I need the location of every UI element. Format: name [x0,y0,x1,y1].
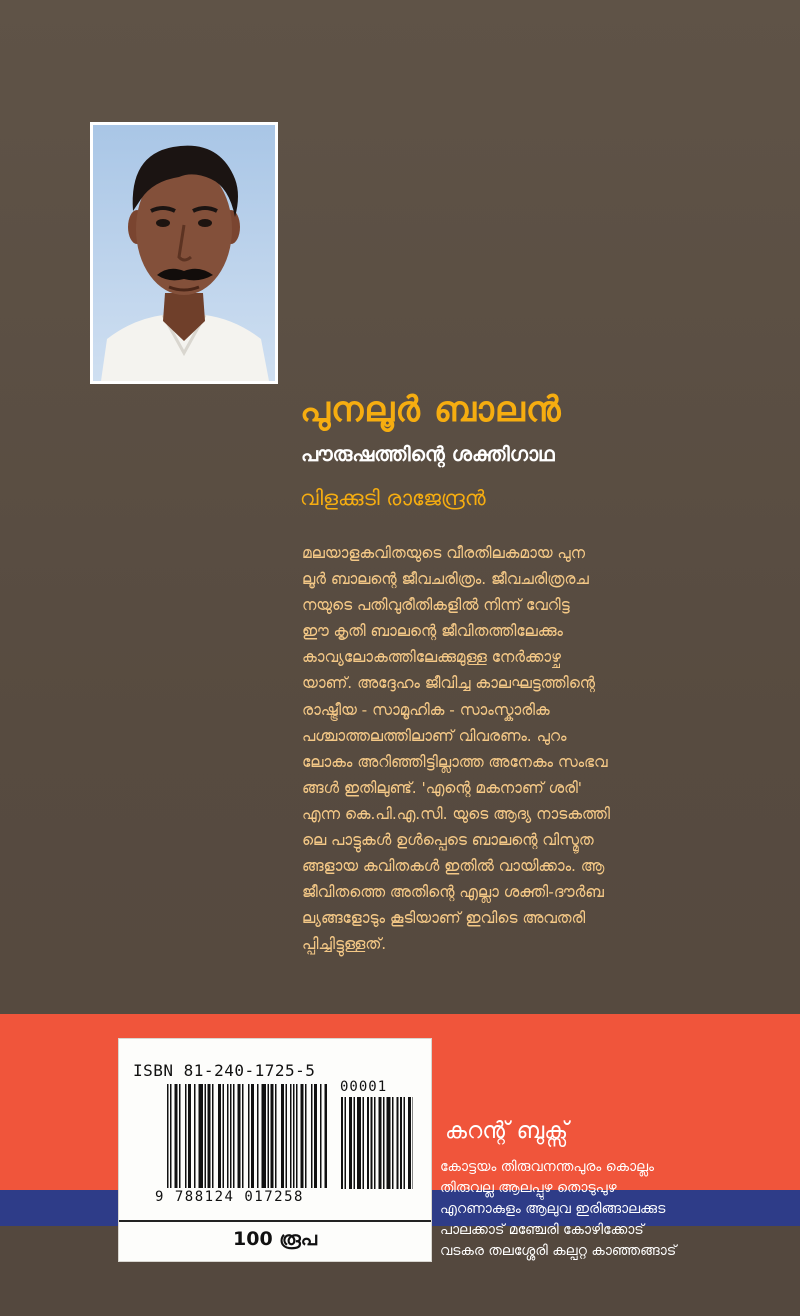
blurb-line: ലോകം അറിഞ്ഞിട്ടില്ലാത്ത അനേകം സംഭവ [302,752,608,771]
publisher-branches [440,1157,790,1262]
blurb-line: പശ്ചാത്തലത്തിലാണ് വിവരണം. പുറം [302,726,567,745]
blurb-line: എന്ന കെ.പി.എ.സി. യുടെ ആദ്യ നാടകത്തി [302,804,610,823]
barcode-bar [325,1084,328,1188]
barcode-bar [354,1097,356,1189]
barcode-bar [293,1084,295,1188]
blurb-line: മലയാളകവിതയുടെ വീരതിലകമായ പുന [302,544,585,562]
branch-line: എറണാകുളം ആലുവ ഇരിങ്ങാലക്കുട [440,1201,666,1217]
blurb-line: ലൂർ ബാലന്റെ ജീവചരിത്രം. ജീവചരിത്രരച [302,570,589,589]
branch-line: കോട്ടയം തിരുവനന്തപുരം കൊല്ലം [440,1159,654,1175]
blurb-line: പ്പിച്ചിട്ടുള്ളത്. [302,935,387,954]
blurb-line: ലെ പാട്ടുകൾ ഉൾപ്പെടെ ബാലന്റെ വിസ്മൃത [302,831,594,850]
barcode-bar [314,1084,317,1188]
blurb-line: യാണ്. അദ്ദേഹം ജീവിച്ച കാലഘട്ടത്തിന്റെ [302,674,595,693]
book-author: വിളക്കുടി രാജേന്ദ്രൻ [300,486,486,510]
author-photo [90,122,278,384]
barcode-bar [281,1084,284,1188]
barcode-bar [349,1097,352,1189]
isbn-number: ISBN 81-240-1725-5 [133,1061,316,1080]
author-portrait-image [93,125,275,381]
barcode-bar [185,1084,187,1188]
barcode-bar [387,1097,391,1189]
publisher-name: കറന്റ് ബുക്സ് [445,1118,569,1144]
barcode-bar [233,1084,235,1188]
blurb-line: നയുടെ പതിവുരീതികളിൽ നിന്ന് വേറിട്ട [302,596,570,615]
barcode-bar [227,1084,229,1188]
barcode-bar [208,1084,211,1188]
book-subtitle: പൗരുഷത്തിന്റെ ശക്തിഗാഥ [301,442,555,466]
blurb-line: ല്യങ്ങളോടും കൂടിയാണ് ഇവിടെ അവതരി [302,909,586,928]
barcode-bar [286,1084,288,1188]
barcode-bar [175,1084,178,1188]
barcode-bar [357,1097,361,1189]
barcode-bar [188,1084,191,1188]
price-label: 100 രൂപ [233,1228,317,1250]
isbn-barcode-box [118,1038,432,1262]
barcode-bar [167,1084,169,1188]
blurb-line: ജീവിതത്തെ അതിന്റെ എല്ലാ ശക്തി-ദൗർബ [302,883,604,902]
branch-line: പാലക്കാട് മഞ്ചേരി കോഴിക്കോട് [440,1222,644,1238]
barcode-bar [251,1084,254,1188]
barcode-bar [371,1097,373,1189]
barcode-bar [392,1097,394,1189]
barcode-bar [341,1097,343,1189]
barcode-bar [242,1084,244,1188]
barcode-bar [408,1097,411,1189]
barcode-bar [311,1084,313,1188]
barcode-bar [257,1084,259,1188]
barcode-bar [305,1084,307,1188]
barcode-bar [320,1084,322,1188]
price-divider [119,1220,431,1222]
barcode-bar [367,1097,369,1189]
barcode-bar [301,1084,304,1188]
ean5-barcode [341,1097,413,1189]
blurb-line: ങ്ങളായ കവിതകൾ ഇതിൽ വായിക്കാം. ആ [302,857,605,876]
barcode-bar [379,1097,382,1189]
blurb-line: രാഷ്ട്രീയ - സാമൂഹിക - സാംസ്കാരിക [302,700,550,719]
book-blurb [302,540,748,958]
barcode-bar [413,1097,414,1189]
barcode-bar [205,1084,207,1188]
barcode-bar [262,1084,267,1188]
blurb-line: ങ്ങൾ ഇതിലുണ്ട്. 'എന്റെ മകനാണ് ശരി' [302,778,583,797]
barcode-bar [238,1084,241,1188]
barcode-bar [194,1084,196,1188]
branch-line: തിരുവല്ല ആലപ്പുഴ തൊടുപുഴ [440,1180,617,1196]
blurb-line: കാവ്യലോകത്തിലേക്കുമുള്ള നേർക്കാഴ്ച [302,648,561,667]
barcode-bar [212,1084,214,1188]
barcode-bar [400,1097,402,1189]
book-title: പുനലൂർ ബാലൻ [300,390,562,430]
ean-digits: 9 788124 017258 [155,1189,304,1205]
branch-line: വടകര തലശ്ശേരി കല്പറ്റ കാഞ്ഞങ്ങാട് [440,1243,677,1259]
barcode-bar [374,1097,376,1189]
barcode-bar [230,1084,232,1188]
barcode-bar [404,1097,406,1189]
barcode-bar [170,1084,172,1188]
ean13-barcode [167,1084,327,1188]
barcode-bar [268,1084,270,1188]
barcode-bar [218,1084,221,1188]
barcode-bar [271,1084,274,1188]
barcode-bar [179,1084,181,1188]
barcode-bar [199,1084,204,1188]
barcode-bar [296,1084,298,1188]
barcode-bar [275,1084,277,1188]
barcode-addon-number: 00001 [340,1079,388,1095]
barcode-bar [223,1084,225,1188]
barcode-bar [397,1097,399,1189]
barcode-bar [290,1084,292,1188]
barcode-bar [363,1097,365,1189]
barcode-bar [383,1097,385,1189]
blurb-line: ഈ കൃതി ബാലന്റെ ജീവിതത്തിലേക്കും [302,622,563,641]
barcode-bar [345,1097,347,1189]
barcode-bar [248,1084,250,1188]
